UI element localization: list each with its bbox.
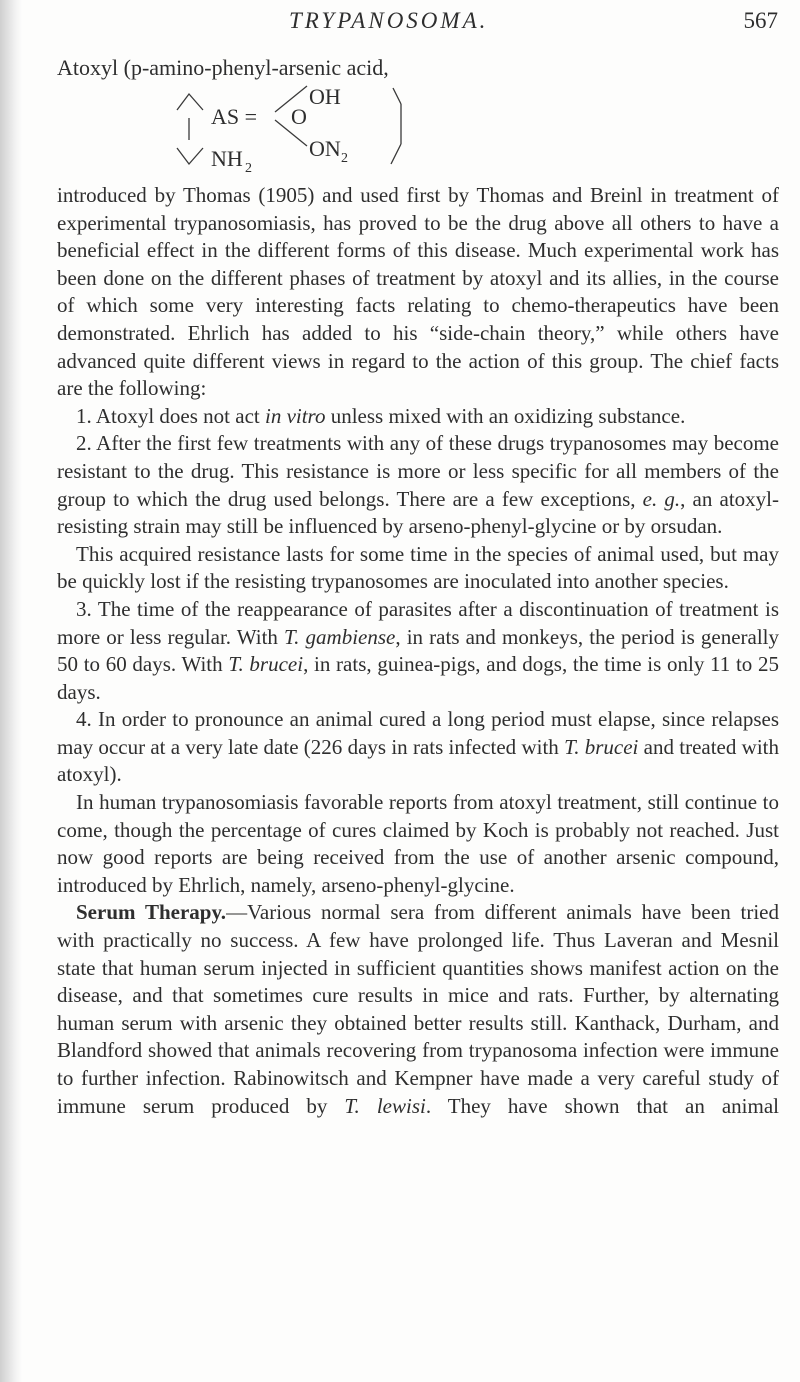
running-head: TRYPANOSOMA. [289, 8, 489, 33]
ring-top-stroke [177, 94, 203, 110]
ring-bottom-stroke [177, 148, 203, 164]
formula-on: ON [309, 136, 341, 161]
fact-3: 3. The time of the reappearance of parasites after a discontinuation of treatment is more or less regular. With T. gambiense, in rats and monkeys, the period is generally 50 to 60 days. With T. brucei, in rats, guinea-pigs, and dogs, the time is only 11 to 25 days. [57, 596, 780, 704]
formula-as: AS = [211, 104, 258, 129]
formula-on-sub: 2 [341, 151, 348, 166]
formula-o: O [291, 104, 307, 129]
page-header [57, 8, 778, 40]
intro-paragraph: introduced by Thomas (1905) and used first by Thomas and Breinl in treatment of experimental trypanosomiasis, has proved to be the drug above all others to have a beneficial effect in the different forms of this disease. Much experimental work has been done on the different phases of treatment by atoxyl and its allies, in the course of which some very interesting facts relating to chemo-therapeutics have been demonstrated. Ehrlich has added to his “side-chain theory,” while others have advanced quite different views in regard to the action of this group. The chief facts are the following: [57, 183, 779, 401]
serum-therapy-heading: Serum Therapy. [76, 900, 227, 925]
serum-therapy-paragraph: Serum Therapy.—Various normal sera from different animals have been tried with practically no success. A few have prolonged life. Thus Laveran and Mesnil state that human serum injected in sufficient quantities shows manifest action on the disease, and that sometimes cure results in mice and rats. Further, by alternating human serum with arsenic they obtained better results still. Kanthack, Durham, and Blandford showed that animals recovering from trypanosoma infection were immune to further infection. Rabinowitsch and Kempner have made a very careful study of immune serum produced by T. lewisi. They have shown that an animal [57, 900, 780, 1118]
bracket-lower [391, 144, 401, 164]
formula-oh: OH [309, 84, 341, 109]
fact-4: 4. In order to pronounce an animal cured a long period must elapse, since relapses may occur at a very late date (226 days in rats infected with T. brucei and treated with atoxyl). [57, 707, 779, 787]
fact-2-continued: This acquired resistance lasts for some time in the species of animal used, but may be quickly lost if the resisting trypanosomes are inoculated into another species. [57, 541, 779, 594]
page-number: 567 [743, 8, 778, 33]
formula-nh: NH [211, 146, 243, 171]
fact-1: 1. Atoxyl does not act in vitro unless mixed with an oxidizing substance. [76, 403, 686, 428]
formula-intro: Atoxyl (p-amino-phenyl-arsenic acid, [57, 55, 389, 80]
human-trypanosomiasis-paragraph: In human trypanosomiasis favorable reports from atoxyl treatment, still continue to come, though the percentage of cures claimed by Koch is probably not reached. Just now good reports are being received from the use of another arsenic compound, introduced by Ehrlich, namely, arseno-phenyl-glycine. [57, 790, 779, 897]
formula-nh-sub: 2 [245, 161, 252, 176]
body-text [57, 182, 779, 1120]
structural-formula [175, 84, 435, 176]
fact-2: 2. After the first few treatments with any of these drugs trypanosomes may become resistant to the drug. This resistance is more or less specific for all members of the group to which the drug used belongs. There are a few exceptions, e. g., an atoxyl-resisting strain may still be influenced by arseno-phenyl-glycine or by orsudan. [57, 431, 779, 539]
page-gutter-shadow [0, 0, 22, 1382]
bracket-upper [393, 88, 401, 104]
